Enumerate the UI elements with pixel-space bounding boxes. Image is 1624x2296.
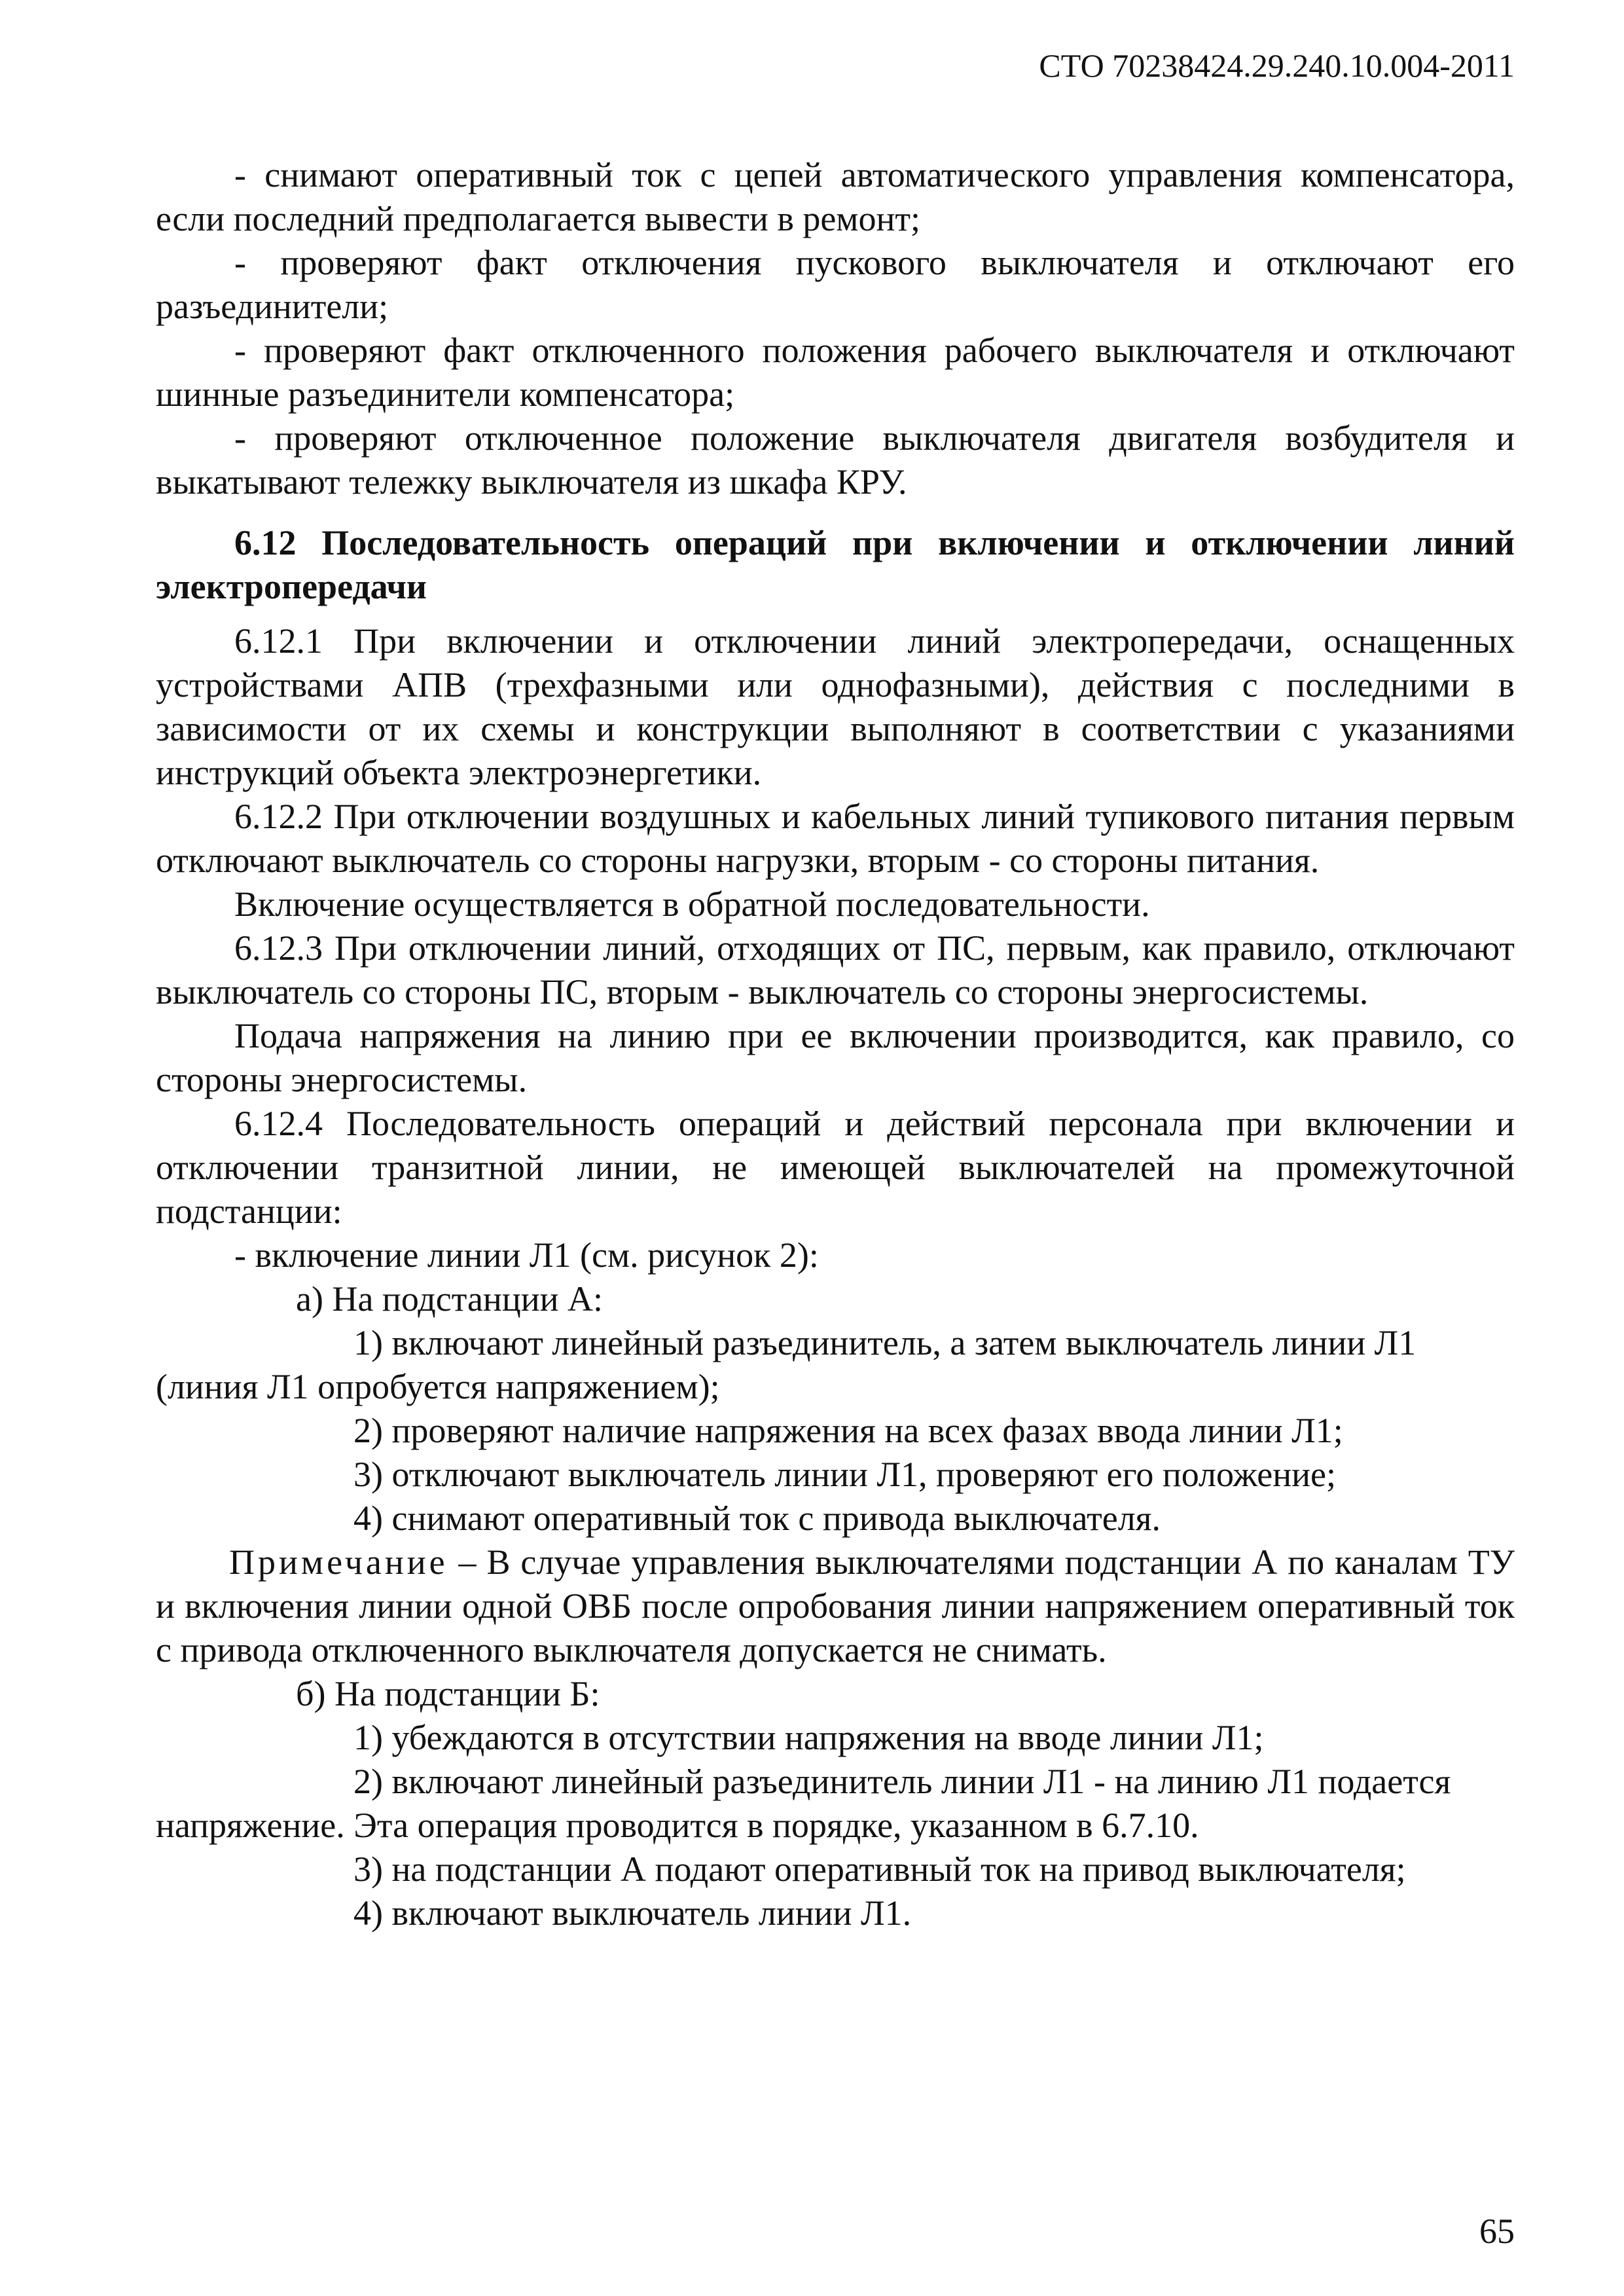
step-item: 1) убеждаются в отсутствии напряжения на вводе линии Л1;	[353, 1718, 1264, 1757]
step-item: 4) включают выключатель линии Л1.	[353, 1893, 912, 1933]
step-item: 1) включают линейный разъединитель, а затем выключатель линии Л1 (линия Л1 опробуется напряжением);	[156, 1323, 1416, 1406]
paragraph-6-12-3: 6.12.3 При отключении линий, отходящих от ПС, первым, как правило, отключают выключатель со стороны ПС, вторым - выключатель со стороны энергосистемы.	[156, 928, 1515, 1011]
note-paragraph	[156, 1540, 1515, 1672]
paragraph-6-12-2: 6.12.2 При отключении воздушных и кабельных линий тупикового питания первым отключают выключатель со стороны нагрузки, вторым - со стороны питания.	[156, 797, 1515, 880]
substation-b-heading: б) На подстанции Б:	[296, 1674, 600, 1713]
step-item: 3) на подстанции А подают оперативный ток на привод выключателя;	[353, 1850, 1406, 1889]
document-page	[156, 0, 1515, 2296]
list-intro: - включение линии Л1 (см. рисунок 2):	[234, 1235, 819, 1275]
document-body	[156, 153, 1515, 1935]
document-code: СТО 70238424.29.240.10.004-2011	[1039, 47, 1515, 84]
paragraph-6-12-4: 6.12.4 Последовательность операций и действий персонала при включении и отключении транзитной линии, не имеющей выключателей на промежуточной подстанции:	[156, 1104, 1515, 1231]
step-item: 2) проверяют наличие напряжения на всех фазах ввода линии Л1;	[353, 1411, 1343, 1450]
list-item: - снимают оперативный ток с цепей автоматического управления компенсатора, если последний предполагается вывести в ремонт;	[156, 155, 1515, 238]
list-item: - проверяют факт отключенного положения рабочего выключателя и отключают шинные разъединители компенсатора;	[156, 331, 1515, 414]
list-item: - проверяют факт отключения пускового выключателя и отключают его разъединители;	[156, 243, 1515, 326]
note-text: – В случае управления выключателями подстанции А по каналам ТУ и включения линии одной ОВБ после опробования линии напряжением оперативный ток с привода отключенного выключателя допускается не снимать.	[156, 1542, 1515, 1669]
paragraph-6-12-1: 6.12.1 При включении и отключении линий электропередачи, оснащенных устройствами АПВ (трехфазными или однофазными), действия с последними в зависимости от их схемы и конструкции выполняют в соответствии с указаниями инструкций объекта электроэнергетики.	[156, 621, 1515, 792]
section-heading: 6.12 Последовательность операций при включении и отключении линий электропередачи	[156, 523, 1515, 606]
substation-a-heading: а) На подстанции А:	[296, 1279, 604, 1319]
list-item: - проверяют отключенное положение выключателя двигателя возбудителя и выкатывают тележку выключателя из шкафа КРУ.	[156, 418, 1515, 501]
step-item: 4) снимают оперативный ток с привода выключателя.	[353, 1499, 1161, 1538]
step-item: 2) включают линейный разъединитель линии Л1 - на линию Л1 подается напряжение. Эта операция проводится в порядке, указанном в 6.7.10.	[156, 1762, 1451, 1845]
step-item: 3) отключают выключатель линии Л1, проверяют его положение;	[353, 1455, 1336, 1494]
page-number: 65	[1479, 2212, 1515, 2251]
paragraph-6-12-2-continued: Включение осуществляется в обратной последовательности.	[234, 884, 1150, 924]
note-label: Примечание	[229, 1542, 448, 1582]
paragraph-6-12-3-continued: Подача напряжения на линию при ее включении производится, как правило, со стороны энергосистемы.	[156, 1016, 1515, 1099]
